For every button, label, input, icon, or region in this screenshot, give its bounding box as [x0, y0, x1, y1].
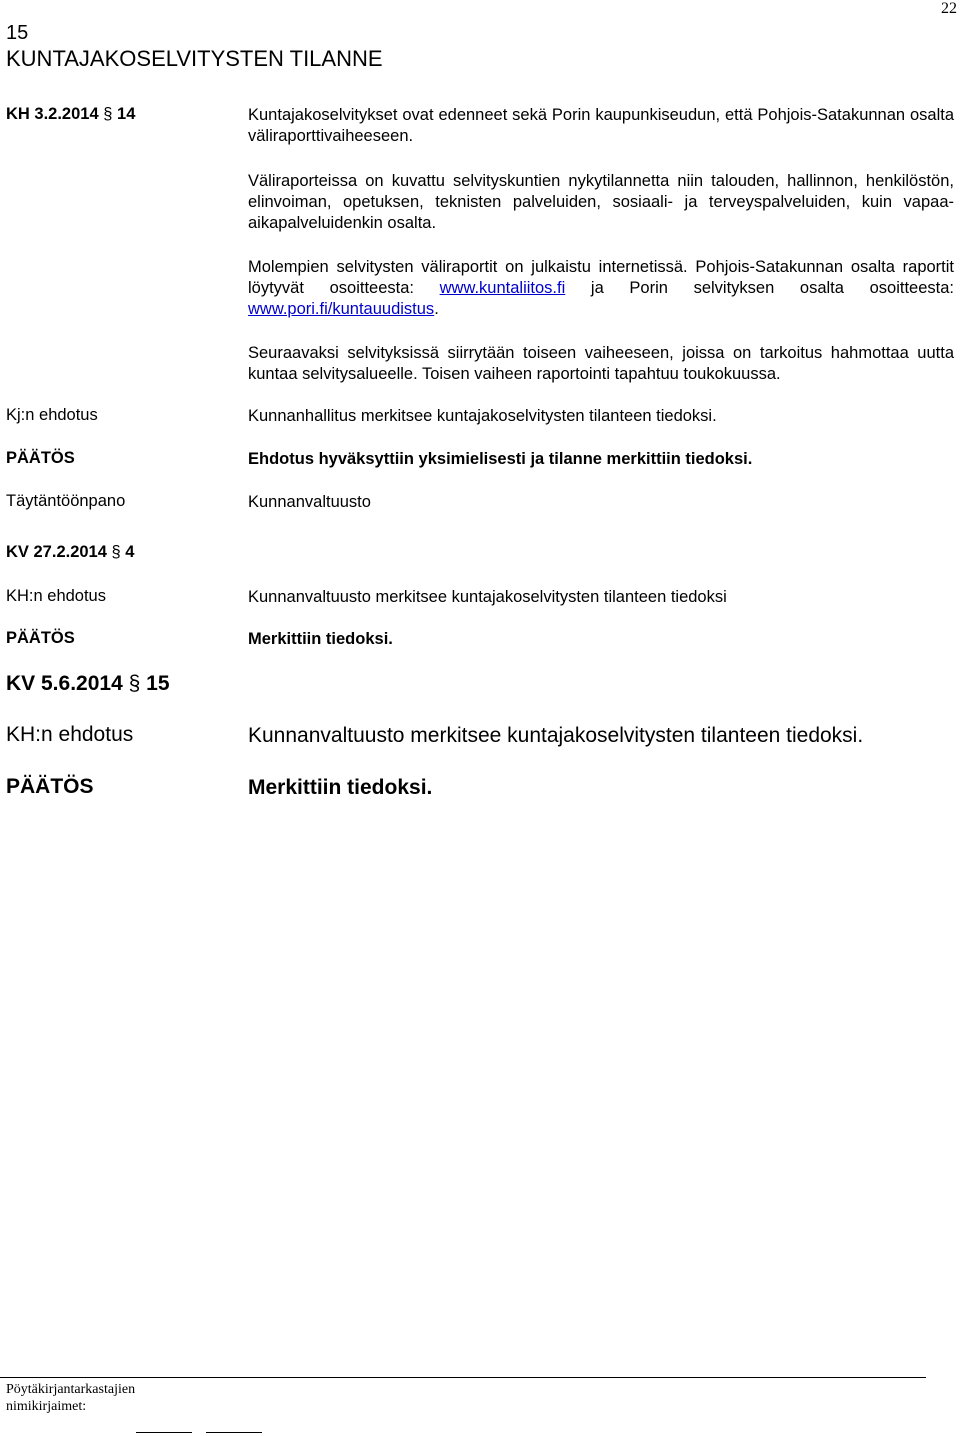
kh-proposal-label: Kj:n ehdotus — [6, 406, 98, 424]
kv2-decision-text: Merkittiin tiedoksi. — [248, 776, 433, 799]
kh-paragraph-3: Molempien selvitysten väliraportit on julkaistu internetissä. Pohjois-Satakunnan osalta raportit löytyvät osoitteesta: www.kuntaliitos.fi ja Porin selvityksen osalta osoitteesta: www.pori.fi/kuntauudistus. — [248, 258, 954, 318]
section-title: KUNTAJAKOSELVITYSTEN TILANNE — [6, 46, 383, 71]
kuntaliitos-link[interactable]: www.kuntaliitos.fi — [439, 279, 566, 297]
footer-initials-label: Pöytäkirjantarkastajien nimikirjaimet: — [6, 1382, 136, 1414]
kv2-meeting-heading: KV 5.6.2014 § 15 — [6, 672, 170, 695]
paragraph-sign-icon: § — [111, 543, 121, 561]
initials-blank-1 — [136, 1432, 192, 1433]
kh-decision-text: Ehdotus hyväksyttiin yksimielisesti ja tilanne merkittiin tiedoksi. — [248, 450, 753, 468]
kv1-decision-text: Merkittiin tiedoksi. — [248, 630, 393, 648]
kv2-proposal-text: Kunnanvaltuusto merkitsee kuntajakoselvitysten tilanteen tiedoksi. — [248, 724, 864, 747]
kh-decision-label: PÄÄTÖS — [6, 449, 75, 467]
kh-paragraph-4: Seuraavaksi selvityksissä siirrytään toiseen vaiheeseen, joissa on tarkoitus hahmottaa uutta kuntaa selvitysalueelle. Toisen vaiheen raportointi tapahtuu toukokuussa. — [248, 344, 954, 383]
kv1-proposal-label: KH:n ehdotus — [6, 587, 106, 605]
paragraph-sign-icon: § — [128, 672, 141, 695]
footer-divider — [0, 1377, 926, 1378]
paragraph-sign-icon: § — [103, 105, 113, 123]
kv1-meeting-heading: KV 27.2.2014 § 4 — [6, 543, 135, 561]
kv2-decision-label: PÄÄTÖS — [6, 775, 94, 798]
kh-execution-label: Täytäntöönpano — [6, 492, 126, 510]
kh-proposal-text: Kunnanhallitus merkitsee kuntajakoselvitysten tilanteen tiedoksi. — [248, 407, 717, 425]
kh-execution-text: Kunnanvaltuusto — [248, 493, 371, 511]
kh-meeting-heading: KH 3.2.2014 § 14 — [6, 105, 136, 123]
kh-paragraph-2: Väliraporteissa on kuvattu selvityskuntien nykytilannetta niin talouden, hallinnon, henkilöstön, elinvoiman, opetuksen, teknisten palveluiden, sosiaali- ja terveyspalveluiden, kuin vapaa-aikapalveluidenkin osalta. — [248, 172, 954, 232]
kv1-proposal-text: Kunnanvaltuusto merkitsee kuntajakoselvitysten tilanteen tiedoksi — [248, 588, 727, 606]
page-number: 22 — [941, 0, 957, 17]
initials-blank-2 — [206, 1432, 262, 1433]
kv1-decision-label: PÄÄTÖS — [6, 629, 75, 647]
pori-kuntauudistus-link[interactable]: www.pori.fi/kuntauudistus — [248, 300, 435, 318]
kv2-proposal-label: KH:n ehdotus — [6, 723, 134, 746]
section-number: 15 — [6, 22, 29, 44]
kh-paragraph-1: Kuntajakoselvitykset ovat edenneet sekä Porin kaupunkiseudun, että Pohjois-Satakunnan osalta väliraporttivaiheeseen. — [248, 106, 954, 145]
